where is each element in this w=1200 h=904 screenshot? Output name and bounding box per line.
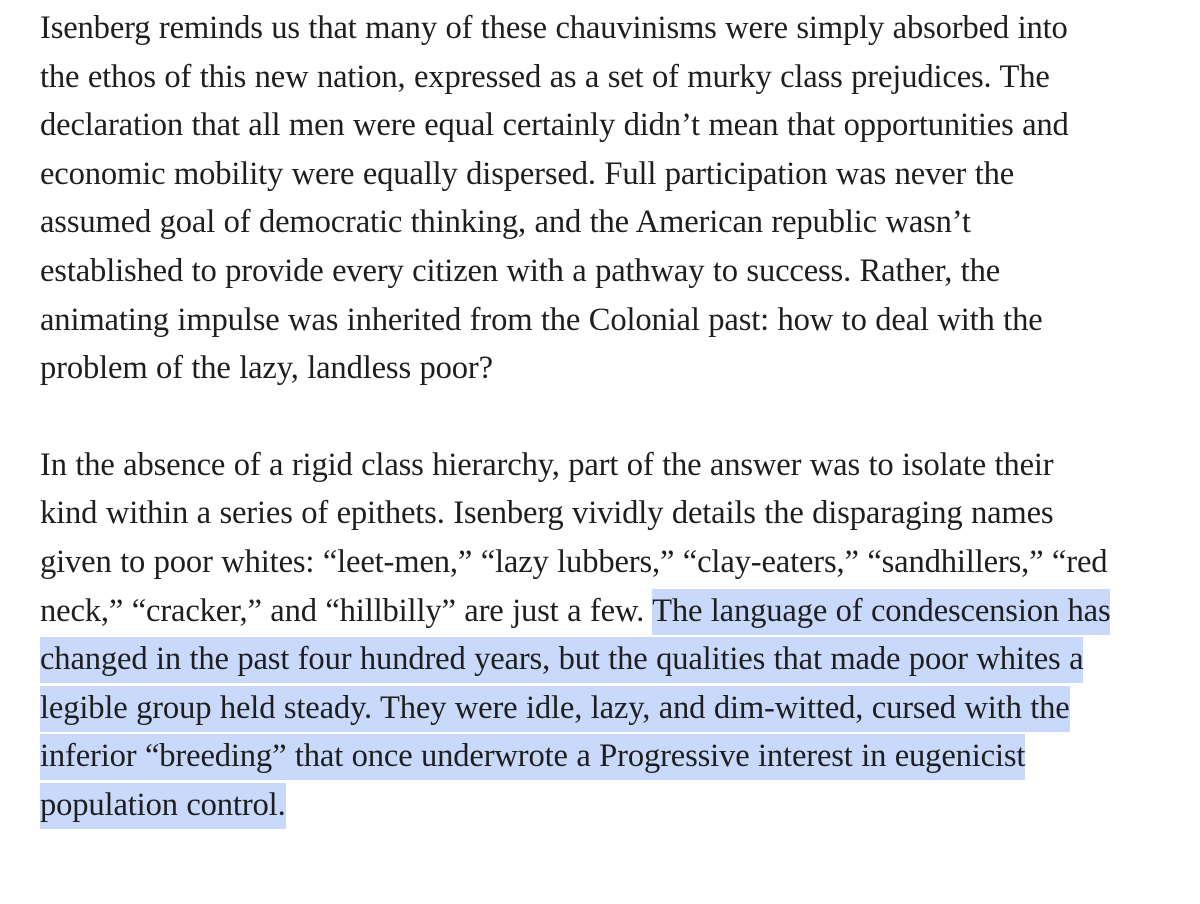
text-line bbox=[40, 781, 1180, 830]
text-line bbox=[40, 732, 1180, 781]
selected-text[interactable]: The language of condescension has bbox=[652, 589, 1110, 635]
text-line bbox=[40, 198, 1180, 247]
text-segment: declaration that all men were equal certainly didn’t mean that opportunities and bbox=[40, 107, 1069, 144]
text-segment: the ethos of this new nation, expressed as a set of murky class prejudices. The bbox=[40, 58, 1050, 95]
text-line bbox=[40, 101, 1180, 150]
text-line bbox=[40, 53, 1180, 102]
selected-text[interactable]: population control. bbox=[40, 783, 286, 829]
text-line bbox=[40, 150, 1180, 199]
text-segment: animating impulse was inherited from the Colonial past: how to deal with the bbox=[40, 301, 1043, 338]
text-line bbox=[40, 344, 1180, 393]
text-line bbox=[40, 4, 1180, 53]
text-segment: given to poor whites: “leet-men,” “lazy lubbers,” “clay-eaters,” “sandhillers,” “red bbox=[40, 543, 1108, 580]
text-segment: problem of the lazy, landless poor? bbox=[40, 350, 493, 387]
text-line bbox=[40, 635, 1180, 684]
text-segment: neck,” “cracker,” and “hillbilly” are just a few. bbox=[40, 592, 653, 629]
text-segment: kind within a series of epithets. Isenberg vividly details the disparaging names bbox=[40, 495, 1054, 532]
text-line bbox=[40, 684, 1180, 733]
text-segment: economic mobility were equally dispersed. Full participation was never the bbox=[40, 155, 1015, 192]
text-line bbox=[40, 296, 1180, 345]
text-line bbox=[40, 538, 1180, 587]
text-line bbox=[40, 441, 1180, 490]
text-line bbox=[40, 587, 1180, 636]
article-body bbox=[40, 4, 1180, 830]
selected-text[interactable]: inferior “breeding” that once underwrote a Progressive interest in eugenicist bbox=[40, 734, 1025, 780]
selected-text[interactable]: changed in the past four hundred years, but the qualities that made poor whites a bbox=[40, 637, 1083, 683]
selected-text[interactable]: legible group held steady. They were idle, lazy, and dim-witted, cursed with the bbox=[40, 686, 1070, 732]
text-segment: Isenberg reminds us that many of these chauvinisms were simply absorbed into bbox=[40, 10, 1068, 46]
text-line bbox=[40, 247, 1180, 296]
text-segment: established to provide every citizen with a pathway to success. Rather, the bbox=[40, 252, 1001, 289]
paragraph-2 bbox=[40, 441, 1180, 830]
paragraph-1 bbox=[40, 4, 1180, 393]
text-segment: In the absence of a rigid class hierarchy, part of the answer was to isolate their bbox=[40, 446, 1054, 483]
text-segment: assumed goal of democratic thinking, and the American republic wasn’t bbox=[40, 204, 971, 241]
text-line bbox=[40, 489, 1180, 538]
